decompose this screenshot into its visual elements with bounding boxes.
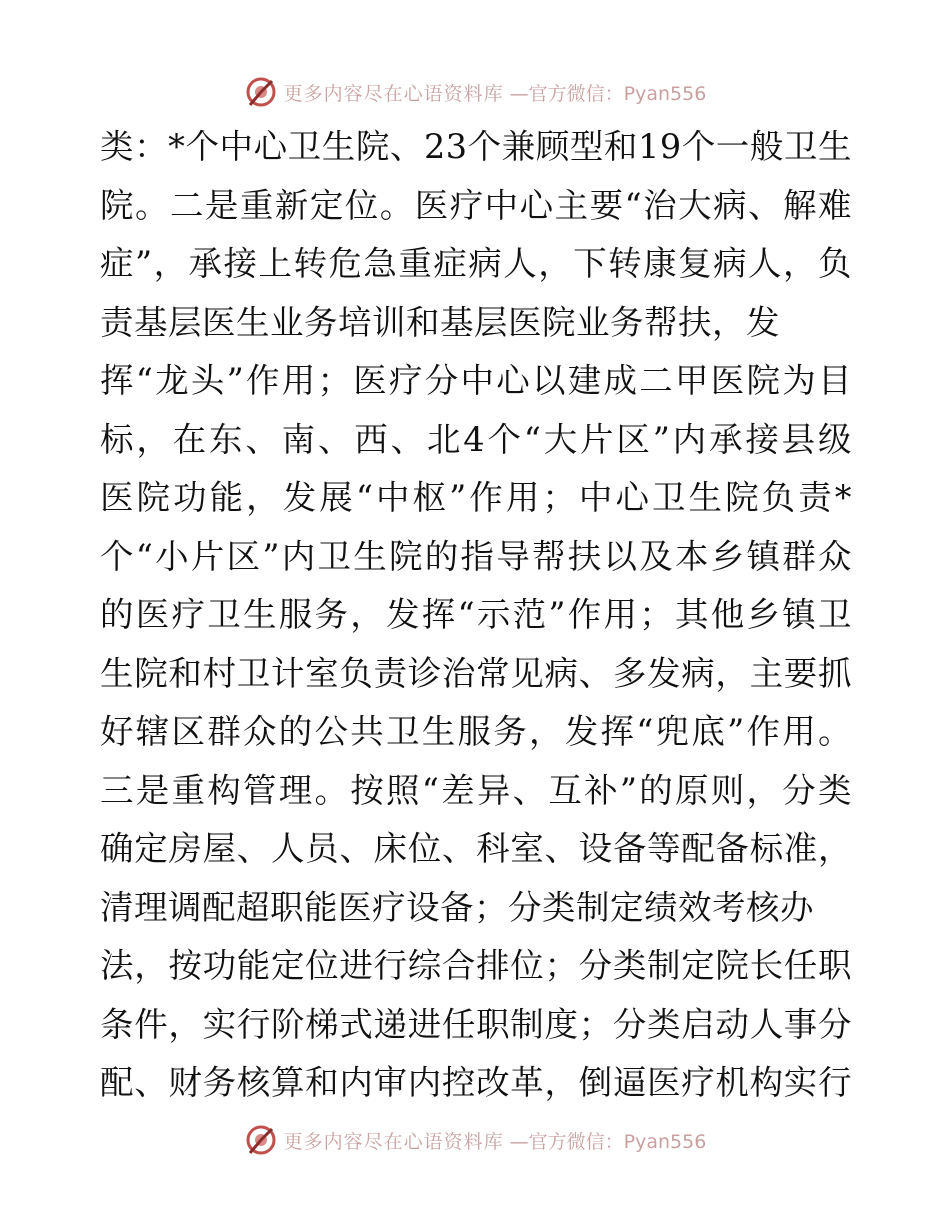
body-line: 症”，承接上转危急重症病人，下转康复病人，负 [100,244,852,283]
body-line: 好辖区群众的公共卫生服务，发挥“兜底”作用。 [100,712,852,751]
body-line: 医院功能，发展“中枢”作用；中心卫生院负责* [100,478,852,517]
body-line: 院。二是重新定位。医疗中心主要“治大病、解难 [100,185,852,225]
body-line: 挥“龙头”作用；医疗分中心以建成二甲医院为目 [100,361,852,400]
body-line: 个“小片区”内卫生院的指导帮扶以及本乡镇群众 [100,536,852,576]
body-line: 生院和村卫计室负责诊治常见病、多发病，主要抓 [100,653,852,693]
body-line: 配、财务核算和内审内控改革，倒逼医疗机构实行 [100,1063,852,1102]
footer-contact: —官方微信：Pyan556 [509,1130,707,1153]
header-banner [0,72,950,112]
body-line: 确定房屋、人员、床位、科室、设备等配备标准， [100,829,852,868]
footer-title: 更多内容尽在心语资料库 [283,1130,504,1153]
document-body [100,124,852,1119]
logo-icon [244,1123,278,1157]
body-line: 责基层医生业务培训和基层医院业务帮扶，发 [100,302,780,342]
footer-banner [0,1120,950,1160]
body-line: 法，按功能定位进行综合排位；分类制定院长任职 [100,946,852,985]
body-line: 清理调配超职能医疗设备；分类制定绩效考核办 [100,887,814,927]
logo-icon [244,75,278,109]
body-line: 类：*个中心卫生院、23个兼顾型和19个一般卫生 [100,127,852,166]
body-line: 标，在东、南、西、北4个“大片区”内承接县级 [100,419,852,459]
body-line: 三是重构管理。按照“差异、互补”的原则，分类 [100,770,852,810]
body-line: 条件，实行阶梯式递进任职制度；分类启动人事分 [100,1004,852,1044]
header-title: 更多内容尽在心语资料库 [283,82,504,105]
header-contact: —官方微信：Pyan556 [509,82,707,105]
body-line: 的医疗卫生服务，发挥“示范”作用；其他乡镇卫 [100,595,852,634]
